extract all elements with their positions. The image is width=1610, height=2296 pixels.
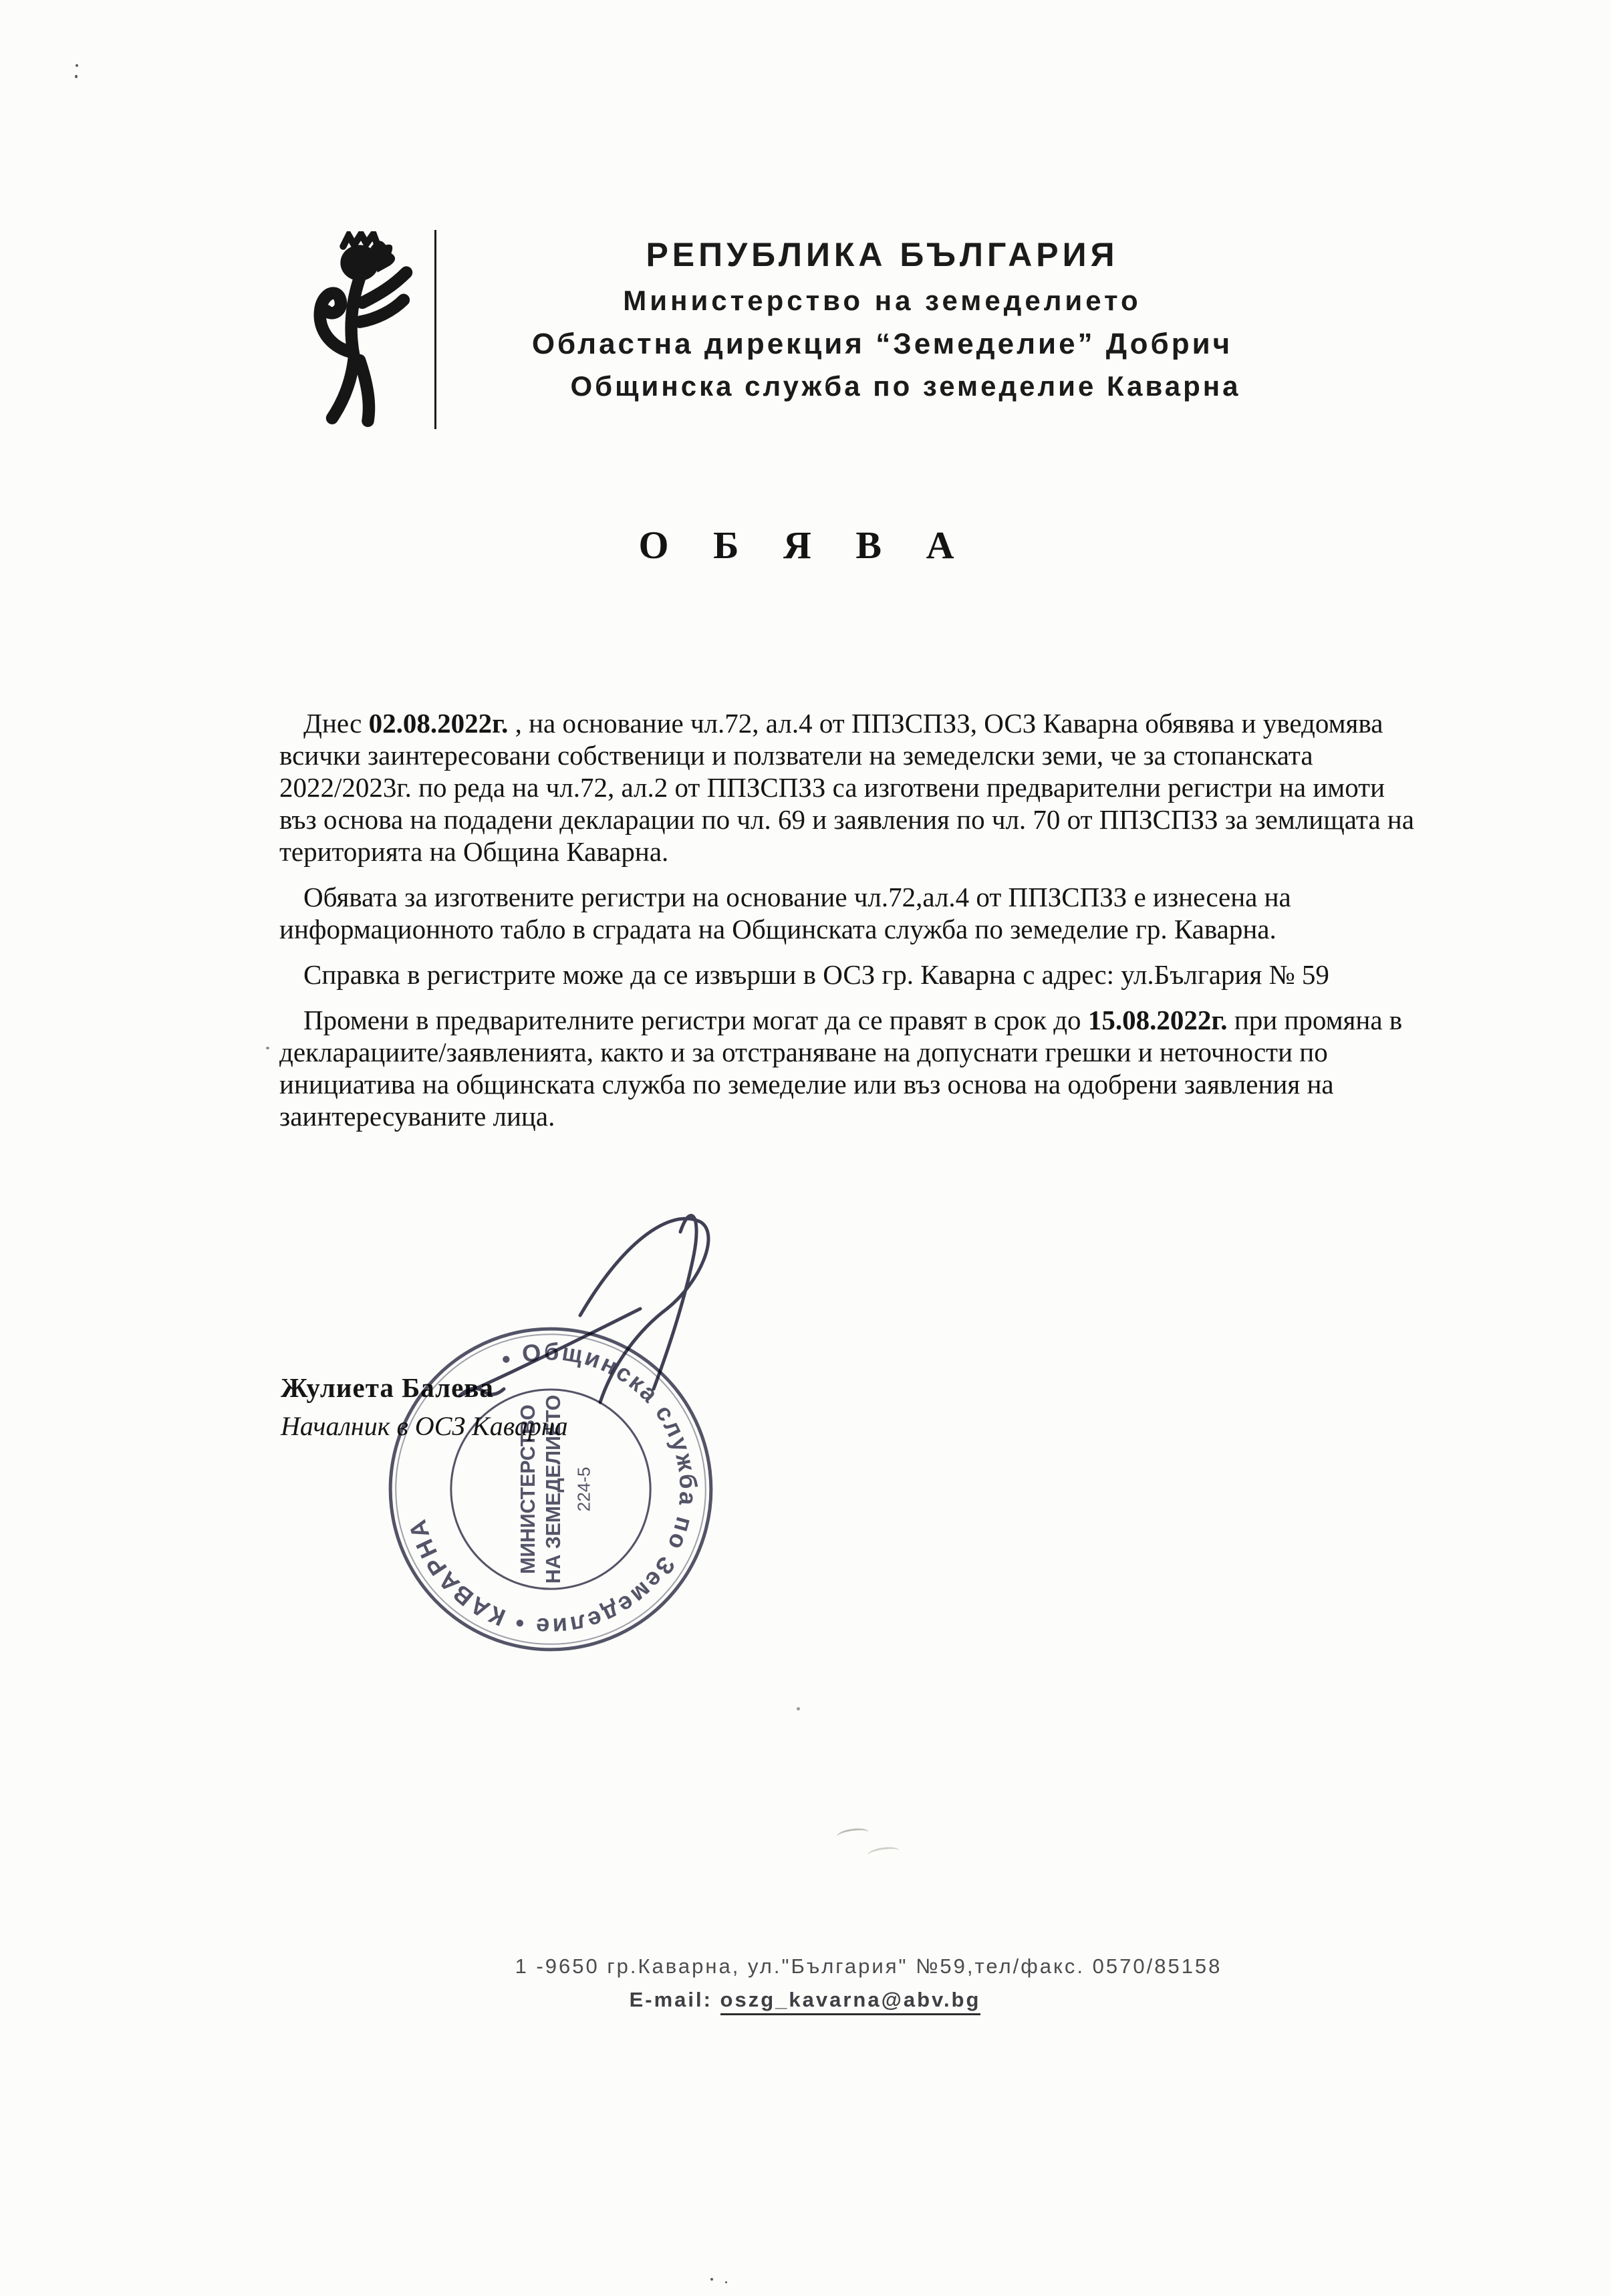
paragraph	[279, 707, 1416, 868]
letterhead-ministry: Министерство на земеделието	[623, 285, 1142, 316]
stamp-center-line1: МИНИСТЕРСТВО	[517, 1404, 539, 1574]
coat-of-arms-logo	[287, 231, 426, 430]
signature-ink-icon	[413, 1195, 787, 1523]
handwritten-signature	[413, 1195, 787, 1523]
scan-speck	[797, 1707, 800, 1710]
letterhead-directorate: Областна дирекция “Земеделие” Добрич	[531, 328, 1233, 360]
paragraph-text: Днес	[303, 708, 369, 739]
paragraph: Справка в регистрите може да се извърши в ОСЗ гр. Каварна с адрес: ул.България № 59	[303, 959, 1329, 990]
stamp-center-line2: НА ЗЕМЕДЕЛИЕТО	[543, 1394, 565, 1584]
scan-speck	[75, 75, 78, 78]
signer-name: Жулиета Балева	[281, 1372, 494, 1403]
letterhead-country: РЕПУБЛИКА БЪЛГАРИЯ	[646, 236, 1119, 273]
date-bold: 15.08.2022г.	[1087, 1005, 1228, 1035]
paragraph-text: при промяна в декларациите/заявленията, както и за отстраняване на допуснати грешки и неточности по инициатива на общинската служба по земеделие или въз основа на одобрени заявления на заинтересуваните лица.	[279, 1005, 1403, 1132]
scan-speck	[76, 64, 78, 67]
scan-smudge	[836, 1827, 869, 1843]
lion-icon	[287, 231, 426, 430]
email-address: oszg_kavarna@abv.bg	[720, 1988, 981, 2015]
scan-speck	[710, 2278, 713, 2281]
stamp-ring-text: • Общинска служба по Земеделие • КАВАРНА	[402, 1337, 702, 1641]
document-title: О Б Я В А	[638, 523, 972, 567]
document-body	[279, 707, 1416, 1146]
paragraph: Обявата за изготвените регистри на основание чл.72,ал.4 от ППЗСПЗЗ е изнесена на информационното табло в сградата на Общинската служба по земеделие гр. Каварна.	[279, 882, 1291, 944]
scan-smudge	[867, 1845, 900, 1862]
paragraph-text: , на основание чл.72, ал.4 от ППЗСПЗЗ, ОСЗ Каварна обявява и уведомява всички заинтересовани собственици и ползватели на земеделски земи, че за стопанската 2022/2023г. по реда на чл.72, ал.2 от ППЗСПЗЗ са изготвени предварителни регистри на имоти въз основа на подадени декларации по чл. 69 и заявления по чл. 70 от ППЗСПЗЗ за землищата на територията на Община Каварна.	[279, 708, 1414, 867]
letterhead	[444, 235, 1320, 402]
stamp-number: 224-5	[573, 1466, 594, 1512]
scan-speck	[266, 1047, 269, 1049]
header-divider-line	[434, 230, 436, 429]
scan-speck	[725, 2281, 727, 2283]
letterhead-service: Общинска служба по земеделие Каварна	[570, 370, 1241, 402]
footer-email	[0, 1988, 1610, 2012]
footer-address: 1 -9650 гр.Каварна, ул."България" №59,тел/факс. 0570/85158	[515, 1954, 1222, 1978]
signer-title: Началник в ОСЗ Каварна	[281, 1411, 568, 1441]
paragraph	[279, 1004, 1416, 1132]
date-bold: 02.08.2022г.	[368, 708, 509, 739]
paragraph-text: Промени в предварителните регистри могат да се правят в срок до	[303, 1005, 1088, 1035]
email-label: E-mail:	[629, 1988, 712, 2011]
